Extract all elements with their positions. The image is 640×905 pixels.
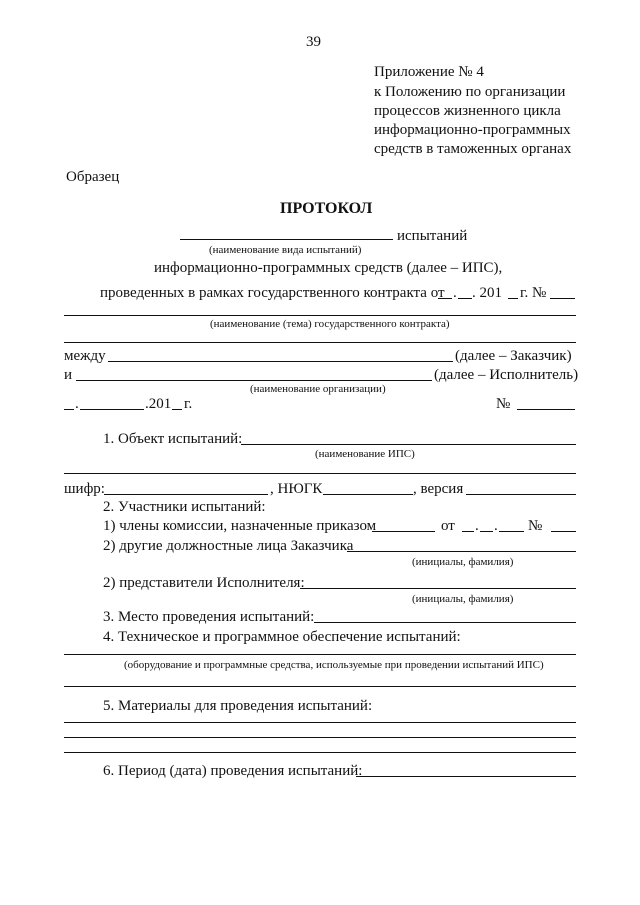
order-year-line[interactable] bbox=[499, 531, 524, 532]
contract-day-line[interactable] bbox=[438, 298, 452, 299]
page-number: 39 bbox=[306, 34, 321, 50]
order-number-line[interactable] bbox=[551, 531, 576, 532]
object-field-line[interactable] bbox=[241, 444, 576, 445]
version-label: , версия bbox=[413, 481, 464, 497]
section-3-place: 3. Место проведения испытаний: bbox=[103, 609, 315, 625]
contract-date-dot: . bbox=[453, 285, 457, 301]
order-date-dot-1: . bbox=[475, 518, 479, 534]
appendix-line-5: средств в таможенных органах bbox=[374, 141, 572, 157]
executor-representatives-field-line[interactable] bbox=[300, 588, 576, 589]
order-date-dot-2: . bbox=[494, 518, 498, 534]
cipher-field-line[interactable] bbox=[104, 494, 268, 495]
order-number-sign: № bbox=[528, 518, 543, 534]
appendix-line-2: к Положению по организации bbox=[374, 84, 566, 100]
cipher-label: шифр: bbox=[64, 481, 105, 497]
appendix-line-1: Приложение № 4 bbox=[374, 64, 484, 80]
nyugk-label: , НЮГК bbox=[270, 481, 323, 497]
order-day-line[interactable] bbox=[462, 531, 474, 532]
date-g: г. bbox=[184, 396, 193, 412]
contract-year: . 201 bbox=[472, 285, 502, 301]
tests-word: испытаний bbox=[397, 228, 468, 244]
ips-line: информационно-программных средств (далее – ИПС), bbox=[154, 260, 503, 276]
date-dot: . bbox=[75, 396, 79, 412]
section-2-participants: 2. Участники испытаний: bbox=[103, 499, 266, 515]
contract-prefix: проведенных в рамках государственного контракта от bbox=[100, 285, 445, 301]
section-1-object: 1. Объект испытаний: bbox=[103, 431, 243, 447]
version-field-line[interactable] bbox=[466, 494, 576, 495]
date-year-line[interactable] bbox=[172, 409, 182, 410]
appendix-line-4: информационно-программных bbox=[374, 122, 571, 138]
contract-number-line[interactable] bbox=[550, 298, 575, 299]
materials-field-line-3[interactable] bbox=[64, 752, 576, 753]
date-day-line[interactable] bbox=[64, 409, 74, 410]
customer-field-line[interactable] bbox=[108, 361, 453, 362]
and-label: и bbox=[64, 367, 73, 383]
executor-representatives-label: 2) представители Исполнителя: bbox=[103, 575, 305, 591]
nyugk-field-line[interactable] bbox=[323, 494, 413, 495]
executor-label: (далее – Исполнитель) bbox=[434, 367, 579, 383]
equipment-field-line[interactable] bbox=[64, 654, 576, 655]
customer-label: (далее – Заказчик) bbox=[455, 348, 572, 364]
contract-name-line[interactable] bbox=[64, 315, 576, 316]
between-label: между bbox=[64, 348, 106, 364]
order-month-line[interactable] bbox=[480, 531, 493, 532]
number-sign: № bbox=[496, 396, 511, 412]
protocol-number-line[interactable] bbox=[517, 409, 575, 410]
period-field-line[interactable] bbox=[356, 776, 576, 777]
commission-members-label: 1) члены комиссии, назначенные приказом bbox=[103, 518, 377, 534]
caption-initials-2: (инициалы, фамилия) bbox=[412, 593, 514, 605]
contract-month-line[interactable] bbox=[458, 298, 472, 299]
test-type-field-line[interactable] bbox=[180, 239, 393, 240]
contract-year-line[interactable] bbox=[508, 298, 518, 299]
caption-ips-name: (наименование ИПС) bbox=[315, 448, 415, 460]
materials-field-line-2[interactable] bbox=[64, 737, 576, 738]
caption-equipment: (оборудование и программные средства, используемые при проведении испытаний ИПС) bbox=[124, 659, 544, 671]
appendix-line-3: процессов жизненного цикла bbox=[374, 103, 561, 119]
order-field-line[interactable] bbox=[372, 531, 435, 532]
materials-field-line-1[interactable] bbox=[64, 722, 576, 723]
caption-test-type: (наименование вида испытаний) bbox=[209, 244, 362, 256]
document-title: ПРОТОКОЛ bbox=[280, 200, 373, 217]
object-field-line-2[interactable] bbox=[64, 473, 576, 474]
caption-initials-1: (инициалы, фамилия) bbox=[412, 556, 514, 568]
contract-name-line-2[interactable] bbox=[64, 342, 576, 343]
order-from-label: от bbox=[441, 518, 455, 534]
date-year: .201 bbox=[145, 396, 172, 412]
date-month-line[interactable] bbox=[80, 409, 144, 410]
customer-officials-label: 2) другие должностные лица Заказчика bbox=[103, 538, 354, 554]
caption-organization: (наименование организации) bbox=[250, 383, 386, 395]
contract-g-no: г. № bbox=[520, 285, 547, 301]
section-6-period: 6. Период (дата) проведения испытаний: bbox=[103, 763, 363, 779]
caption-contract-name: (наименование (тема) государственного контракта) bbox=[210, 318, 450, 330]
executor-field-line[interactable] bbox=[76, 380, 432, 381]
sample-label: Образец bbox=[66, 169, 120, 185]
section-5-materials: 5. Материалы для проведения испытаний: bbox=[103, 698, 373, 714]
equipment-field-line-2[interactable] bbox=[64, 686, 576, 687]
place-field-line[interactable] bbox=[314, 622, 576, 623]
customer-officials-field-line[interactable] bbox=[347, 551, 576, 552]
section-4-equipment: 4. Техническое и программное обеспечение испытаний: bbox=[103, 629, 461, 645]
